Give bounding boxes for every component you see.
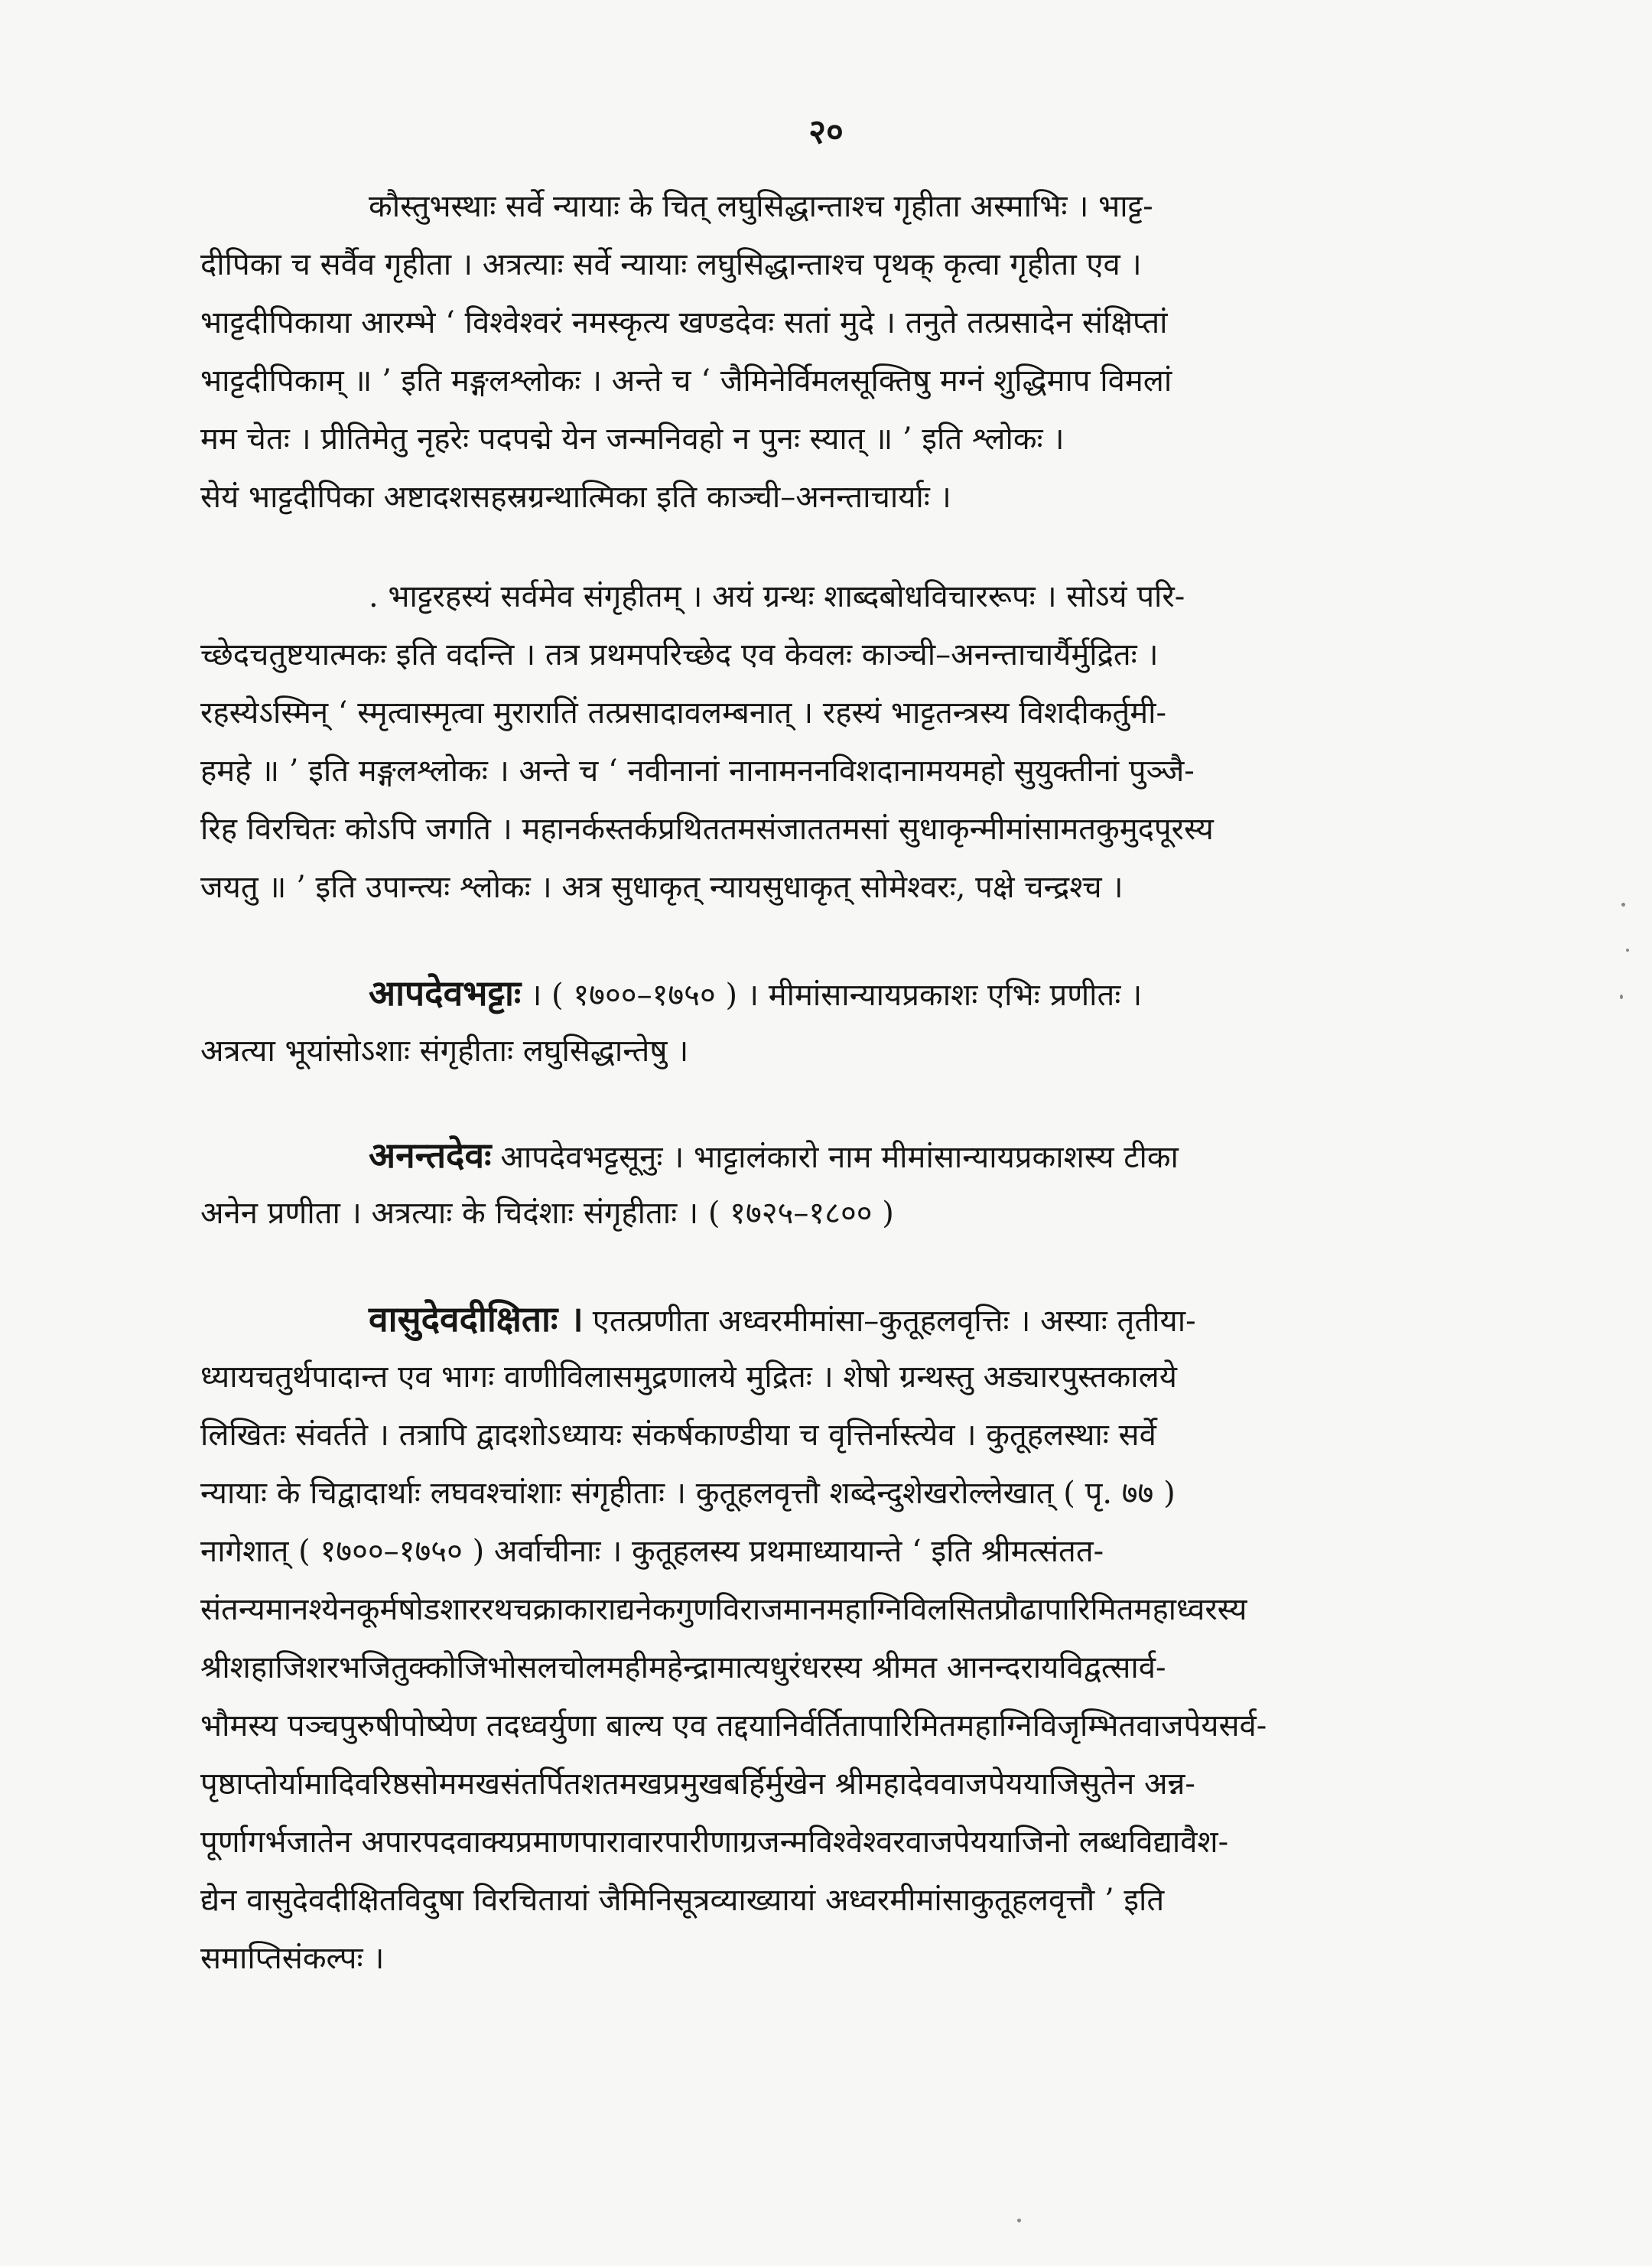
scan-speck [1621,903,1625,907]
section-heading: आपदेवभट्टाः [369,972,522,1014]
text-line: . भाट्टरहस्यं सर्वमेव संगृहीतम् । अयं ग्रन्थः शाब्दबोधविचाररूपः । सोऽयं परि- [369,579,1185,614]
text-line [200,1290,1462,1348]
heading-continuation: आपदेवभट्टसूनुः । भाट्टालंकारो नाम मीमांसान्यायप्रकाशस्य टीका [500,1140,1179,1175]
heading-continuation: एतत्प्रणीता अध्वरमीमांसा–कुतूहलवृत्तिः । अस्याः तृतीया- [592,1304,1196,1339]
text-line: न्यायाः के चिद्वादार्थाः लघवश्चांशाः संगृहीताः । कुतूहलवृत्तौ शब्देन्दुशेखरोल्लेखात् ( पृ. ७७ ) [200,1476,1176,1511]
text-line: ध्यायचतुर्थपादान्त एव भागः वाणीविलासमुद्रणालये मुद्रितः । शेषो ग्रन्थस्तु अड्यारपुस्तकालये [200,1359,1177,1395]
text-line: अत्रत्या भूयांसोऽशाः संगृहीताः लघुसिद्धान्तेषु । [200,1034,689,1069]
scan-speck [1626,949,1629,952]
text-line: रहस्येऽस्मिन् ‘ स्मृत्वास्मृत्वा मुरारातिं तत्प्रसादावलम्बनात् । रहस्यं भाट्टतन्त्रस्य विशदीकर्तुमी- [200,695,1167,731]
text-line: भौमस्य पञ्चपुरुषीपोष्येण तदध्वर्युणा बाल्य एव तद्दयानिर्वर्तितापारिमितमहाग्निविजृम्भितवाजपेयसर्व- [200,1708,1267,1743]
text-line: दीपिका च सर्वैव गृहीता । अत्रत्याः सर्वे न्यायाः लघुसिद्धान्ताश्च पृथक् कृत्वा गृहीता एव । [200,247,1142,282]
text-line: कौस्तुभस्थाः सर्वे न्यायाः के चित् लघुसिद्धान्ताश्च गृहीता अस्माभिः । भाट्ट- [369,189,1153,224]
text-line: भाट्टदीपिकाया आरम्भे ‘ विश्वेश्वरं नमस्कृत्य खण्डदेवः सतां मुदे । तनुते तत्प्रसादेन संक्षिप्तां [200,305,1168,340]
paragraph-kaustubha [200,177,1462,526]
paragraph-bhatta-rahasya [200,568,1462,916]
text-line: पूर्णागर्भजातेन अपारपदवाक्यप्रमाणपारावारपारीणाग्रजन्मविश्वेश्वरवाजपेययाजिनो लब्धविद्यावैश- [200,1825,1229,1860]
section-heading: वासुदेवदीक्षिताः । [369,1298,584,1340]
page-number: २० [808,112,844,151]
paragraph-anantadeva [200,1126,1462,1242]
text-line: सेयं भाट्टदीपिका अष्टादशसहस्रग्रन्थात्मिका इति काञ्ची–अनन्ताचार्याः । [200,480,951,515]
text-line: मम चेतः । प्रीतिमेतु नृहरेः पदपद्मे येन जन्मनिवहो न पुनः स्यात् ॥ ’ इति श्लोकः । [200,422,1065,457]
text-line: अनेन प्रणीता । अत्रत्याः के चिदंशाः संगृहीताः । ( १७२५–१८०० ) [200,1196,894,1231]
text-line [200,1126,1462,1184]
scan-speck [1017,2219,1021,2222]
text-line: श्रीशहाजिशरभजितुक्कोजिभोसलचोलमहीमहेन्द्रामात्यधुरंधरस्य श्रीमत आनन्दरायविद्वत्सार्व- [200,1650,1166,1685]
paragraph-apadeva [200,964,1462,1080]
text-line: लिखितः संवर्तते । तत्रापि द्वादशोऽध्यायः संकर्षकाण्डीया च वृत्तिर्नास्त्येव । कुतूहलस्थाः सर्वे [200,1418,1156,1453]
text-line: च्छेदचतुष्टयात्मकः इति वदन्ति । तत्र प्रथमपरिच्छेद एव केवलः काञ्ची–अनन्ताचार्यैर्मुद्रितः । [200,637,1159,672]
text-line: जयतु ॥ ’ इति उपान्त्यः श्लोकः । अत्र सुधाकृत् न्यायसुधाकृत् सोमेश्वरः, पक्षे चन्द्रश्च । [200,870,1124,905]
text-line [200,964,1462,1022]
scan-speck [1620,995,1623,999]
section-heading: अनन्तदेवः [369,1135,492,1176]
text-line: रिह विरचितः कोऽपि जगति । महानर्कस्तर्कप्रथिततमसंजाततमसां सुधाकृन्मीमांसामतकुमुदपूरस्य [200,812,1214,847]
text-line: संतन्यमानश्येनकूर्मषोडशाररथचक्राकाराद्यनेकगुणविराजमानमहाग्निविलसितप्रौढापारिमितमहाध्वरस्य [200,1592,1247,1627]
text-line: नागेशात् ( १७००–१७५० ) अर्वाचीनाः । कुतूहलस्य प्रथमाध्यायान्ते ‘ इति श्रीमत्संतत- [200,1534,1104,1569]
text-line: पृष्ठाप्तोर्यामादिवरिष्ठसोममखसंतर्पितशतमखप्रमुखबर्हिर्मुखेन श्रीमहादेववाजपेययाजिसुतेन अन्न- [200,1766,1195,1802]
text-body [200,177,1462,1988]
text-line: हमहे ॥ ’ इति मङ्गलश्लोकः । अन्ते च ‘ नवीनानां नानामननविशदानामयमहो सुयुक्तीनां पुञ्जै- [200,754,1195,789]
heading-continuation: । ( १७००–१७५० ) । मीमांसान्यायप्रकाशः एभिः प्रणीतः । [530,978,1143,1013]
text-line: द्येन वासुदेवदीक्षितविदुषा विरचितायां जैमिनिसूत्रव्याख्यायां अध्वरमीमांसाकुतूहलवृत्तौ ’ इति [200,1883,1165,1918]
paragraph-vasudeva-dikshita [200,1290,1462,1988]
text-line: भाट्टदीपिकाम् ॥ ’ इति मङ्गलश्लोकः । अन्ते च ‘ जैमिनेर्विमलसूक्तिषु मग्नं शुद्धिमाप विमलां [200,363,1172,399]
text-line: समाप्तिसंकल्पः । [200,1941,385,1976]
